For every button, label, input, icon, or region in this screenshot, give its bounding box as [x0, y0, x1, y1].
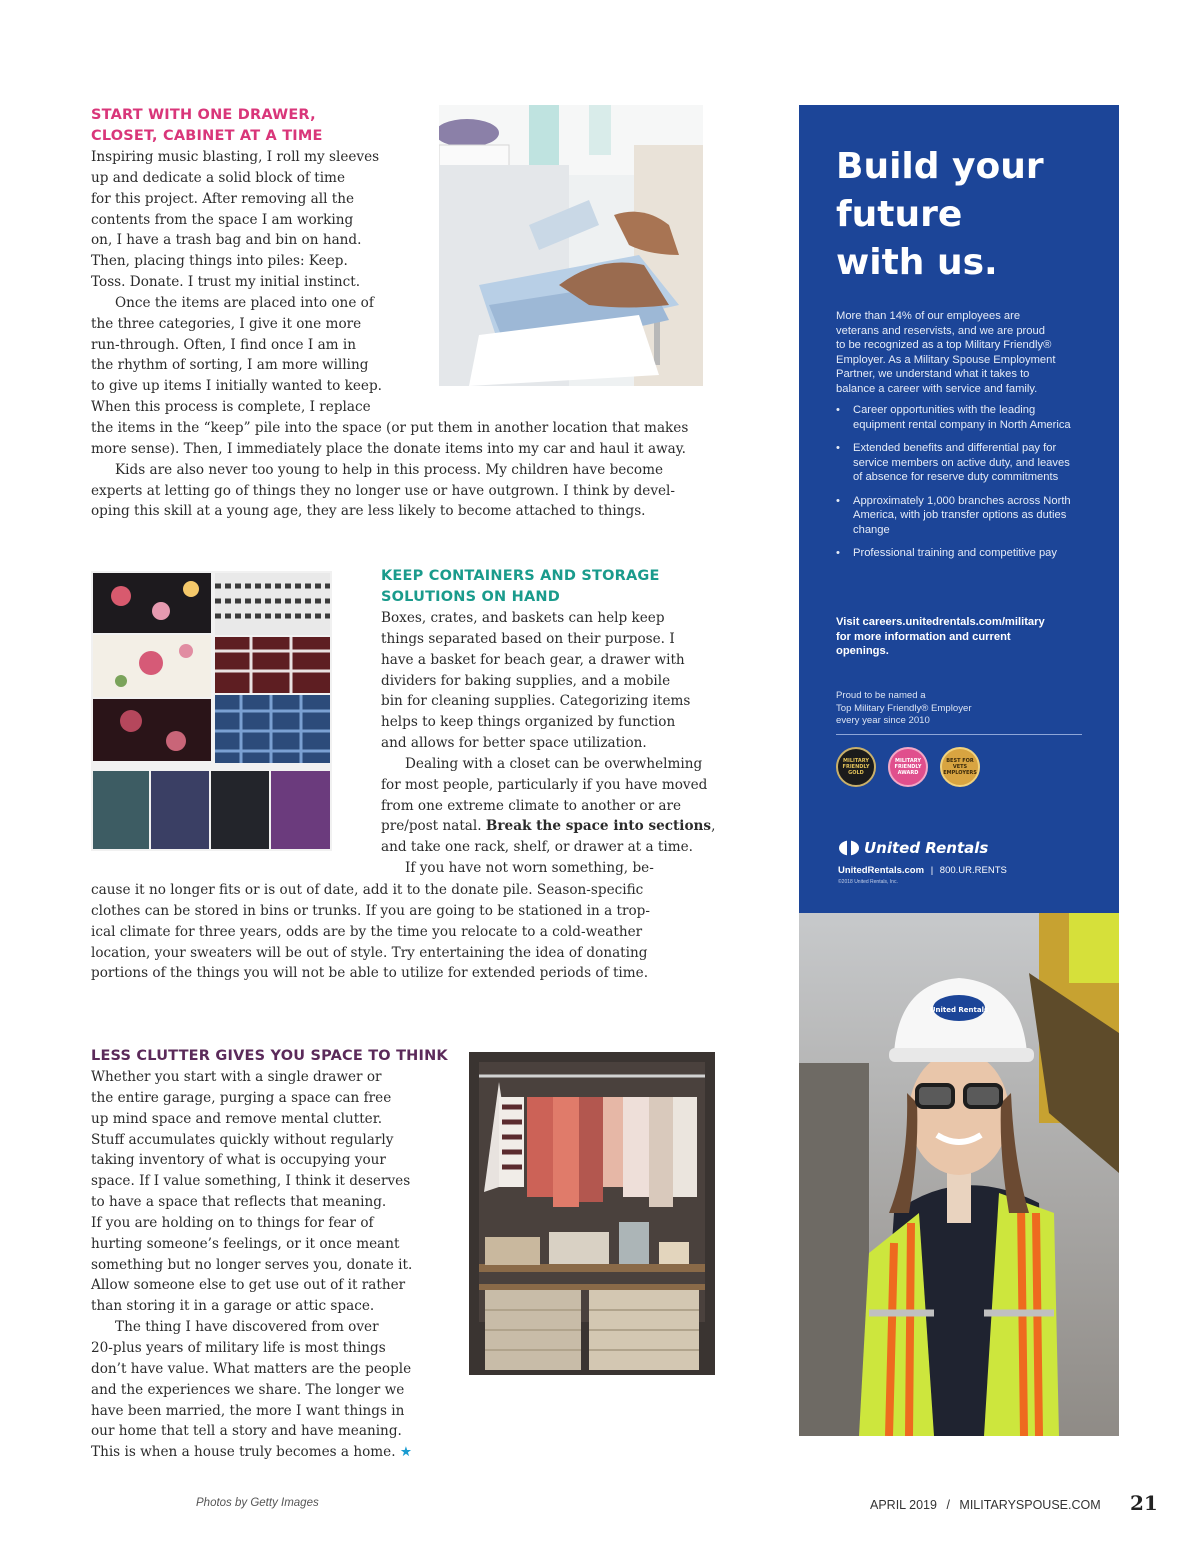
- text-line: something but no longer serves you, donate it.: [91, 1256, 413, 1273]
- headline-line: with us.: [836, 242, 998, 283]
- ad-proud-line: Proud to be named a: [836, 690, 926, 701]
- text-line: Allow someone else to get use out of it rather: [91, 1277, 406, 1294]
- ad-benefit-item: • Professional training and competitive pay: [836, 546, 1072, 561]
- photo-credit: Photos by Getty Images: [196, 1497, 319, 1509]
- badge-label: MILITARY FRIENDLY AWARD: [894, 758, 922, 776]
- text-line: taking inventory of what is occupying your: [91, 1152, 386, 1169]
- text-line: more sense). Then, I immediately place the donate items into my car and haul it away.: [91, 440, 686, 457]
- text-line: things separated based on their purpose. I: [381, 630, 675, 647]
- text-line: Whether you start with a single drawer or: [91, 1069, 382, 1085]
- united-rentals-logo: [838, 839, 988, 857]
- emphasis-text: Break the space into sections: [485, 818, 712, 835]
- text-line: and allows for better space utilization.: [381, 735, 647, 752]
- badge-label: BEST FOR VETS EMPLOYERS: [943, 758, 977, 776]
- text-line: Stuff accumulates quickly without regularly: [91, 1131, 394, 1148]
- page-number: 21: [1130, 1491, 1158, 1515]
- ad-united-rentals: [799, 105, 1119, 913]
- text-line: Once the items are placed into one of: [115, 294, 374, 311]
- ad-intro-line: More than 14% of our employees are: [836, 310, 1021, 322]
- text-line: on, I have a trash bag and bin on hand.: [91, 232, 362, 249]
- text-line: Toss. Donate. I trust my initial instinct.: [91, 274, 361, 291]
- text-line: bin for cleaning supplies. Categorizing items: [381, 693, 691, 710]
- text-line: Dealing with a closet can be overwhelming: [405, 755, 703, 772]
- ad-headline: [836, 143, 1096, 287]
- heading-line: KEEP CONTAINERS AND STORAGE: [381, 568, 660, 584]
- section-containers-text-continued: [91, 880, 731, 984]
- separator: /: [946, 1498, 950, 1512]
- text-line: to have a space that reflects that meaning.: [91, 1194, 387, 1211]
- section-containers: [381, 566, 731, 879]
- text-line: than storing it in a garage or attic space.: [91, 1298, 375, 1315]
- ad-headline-text: [836, 143, 1096, 287]
- text-line: Inspiring music blasting, I roll my sleeves: [91, 149, 380, 165]
- closet-illustration: [469, 1052, 715, 1375]
- text-line: dividers for baking supplies, and a mobile: [381, 672, 671, 689]
- text-line: 20-plus years of military life is most things: [91, 1339, 386, 1356]
- section-containers-text: [381, 608, 731, 879]
- text-line: Boxes, crates, and baskets can help keep: [381, 610, 665, 626]
- ad-phone: 800.UR.RENTS: [939, 865, 1007, 876]
- heading-less-clutter: LESS CLUTTER GIVES YOU SPACE TO THINK: [91, 1048, 448, 1064]
- text-line: [91, 1442, 451, 1463]
- text-line: When this process is complete, I replace: [91, 399, 371, 416]
- text-line: cause it no longer fits or is out of date, add it to the donate pile. Season-specific: [91, 882, 644, 898]
- text-line: and take one rack, shelf, or drawer at a time.: [381, 839, 693, 856]
- worker-illustration: [799, 913, 1119, 1436]
- text-line: the entire garage, purging a space can free: [91, 1089, 392, 1106]
- text-line: Kids are also never too young to help in this process. My children have become: [115, 461, 664, 478]
- text-run: ,: [711, 818, 716, 835]
- photo-worker: [799, 913, 1119, 1436]
- ad-divider: [836, 734, 1082, 735]
- ad-intro-line: Employer. As a Military Spouse Employment: [836, 353, 1056, 366]
- ad-visit[interactable]: [836, 615, 1096, 659]
- ad-intro-line: veterans and reservists, and we are proud: [836, 324, 1045, 337]
- heading-line: CLOSET, CABINET AT A TIME: [91, 128, 323, 144]
- heading-line: SOLUTIONS ON HAND: [381, 589, 560, 605]
- text-line: run-through. Often, I find once I am in: [91, 336, 356, 353]
- ad-visit-link[interactable]: Visit careers.unitedrentals.com/military: [836, 616, 1045, 628]
- text-line: If you have not worn something, be-: [405, 860, 654, 877]
- text-line: The thing I have discovered from over: [115, 1319, 379, 1336]
- text-line: have been married, the more I want things in: [91, 1402, 405, 1419]
- ad-visit-line: openings.: [836, 645, 889, 657]
- text-line: helps to keep things organized by function: [381, 714, 676, 731]
- folded-clothes-illustration: [91, 571, 332, 851]
- footer-info: [870, 1498, 1101, 1512]
- headline-line: future: [836, 194, 963, 235]
- text-line: from one extreme climate to another or are: [381, 797, 682, 814]
- issue-date: APRIL 2019: [870, 1498, 937, 1512]
- separator: |: [930, 865, 934, 876]
- hardhat-logo-text: United Rentals: [929, 1006, 989, 1014]
- ad-benefit-item: • Extended benefits and differential pay for service members on active duty, and leaves of absence for reserve duty commitments: [836, 441, 1072, 485]
- ad-intro: [836, 309, 1096, 396]
- text-line: the items in the “keep” pile into the space (or put them in another location that makes: [91, 419, 689, 436]
- text-line: [381, 816, 731, 837]
- ad-proud-line: every year since 2010: [836, 715, 930, 726]
- brand-name: United Rentals: [864, 839, 989, 857]
- ad-intro-line: balance a career with service and family.: [836, 382, 1038, 395]
- text-run: pre/post natal.: [381, 818, 486, 835]
- text-line: location, your sweaters will be out of style. Try entertaining the idea of donating: [91, 944, 648, 961]
- text-line: for this project. After removing all the: [91, 190, 355, 207]
- text-line: If you are holding on to things for fear of: [91, 1214, 374, 1231]
- military-friendly-gold-badge: [836, 747, 876, 787]
- text-line: experts at letting go of things they no longer use or have outgrown. I think by devel-: [91, 482, 675, 499]
- headline-line: Build your: [836, 146, 1044, 187]
- text-line: clothes can be stored in bins or trunks. If you are going to be stationed in a trop-: [91, 902, 650, 919]
- text-line: portions of the things you will not be able to utilize for extended periods of time.: [91, 965, 649, 982]
- ad-proud-line: Top Military Friendly® Employer: [836, 702, 972, 714]
- text-line: contents from the space I am working: [91, 211, 354, 228]
- end-star-icon: ★: [399, 1444, 413, 1461]
- ad-visit-line: for more information and current: [836, 630, 1011, 643]
- text-line: ical climate for three years, odds are by the time you relocate to a cold-weather: [91, 923, 643, 940]
- folding-shirts-illustration: [439, 105, 703, 386]
- text-line: don’t have value. What matters are the people: [91, 1360, 412, 1377]
- ad-benefit-item: • Career opportunities with the leading equipment rental company in North America: [836, 403, 1072, 432]
- united-rentals-logo-icon: [838, 840, 860, 856]
- site-url[interactable]: MILITARYSPOUSE.COM: [959, 1498, 1101, 1512]
- text-line: up and dedicate a solid block of time: [91, 169, 345, 186]
- photo-folding-shirts: [439, 105, 703, 386]
- text-line: our home that tell a story and have meaning.: [91, 1423, 402, 1440]
- text-line: hurting someone’s feelings, or it once meant: [91, 1235, 400, 1252]
- text-run: This is when a house truly becomes a home.: [91, 1444, 396, 1461]
- text-line: Then, placing things into piles: Keep.: [91, 253, 348, 270]
- ad-proud: [836, 690, 1086, 728]
- ad-intro-line: to be recognized as a top Military Friendly®: [836, 339, 1052, 351]
- text-line: up mind space and remove mental clutter.: [91, 1110, 383, 1127]
- heading-line: START WITH ONE DRAWER,: [91, 107, 316, 123]
- ad-intro-line: Partner, we understand what it takes to: [836, 368, 1030, 380]
- text-line: the rhythm of sorting, I am more willing: [91, 357, 369, 374]
- ad-contact: [838, 865, 1007, 876]
- section-less-clutter: [91, 1046, 451, 1463]
- photo-folded-clothes: [91, 571, 332, 851]
- photo-closet: [469, 1052, 715, 1375]
- ad-benefits-list: [836, 403, 1072, 570]
- text-line: space. If I value something, I think it deserves: [91, 1173, 411, 1190]
- ad-benefit-item: • Approximately 1,000 branches across North America, with job transfer options as duties change: [836, 494, 1072, 538]
- best-for-vets-badge: [940, 747, 980, 787]
- heading-keep-containers: [381, 566, 731, 608]
- badge-label: MILITARY FRIENDLY GOLD: [842, 758, 870, 776]
- ad-copyright: ©2018 United Rentals, Inc.: [838, 879, 898, 885]
- ad-website-link[interactable]: UnitedRentals.com: [838, 865, 925, 876]
- text-line: oping this skill at a young age, they are less likely to become attached to things.: [91, 503, 646, 520]
- military-friendly-award-badge: [888, 747, 928, 787]
- text-line: and the experiences we share. The longer we: [91, 1381, 405, 1398]
- text-line: have a basket for beach gear, a drawer with: [381, 651, 685, 668]
- section-less-clutter-text: [91, 1067, 451, 1463]
- text-line: to give up items I initially wanted to keep.: [91, 378, 382, 395]
- text-line: for most people, particularly if you have moved: [381, 776, 708, 793]
- text-line: the three categories, I give it one more: [91, 315, 362, 332]
